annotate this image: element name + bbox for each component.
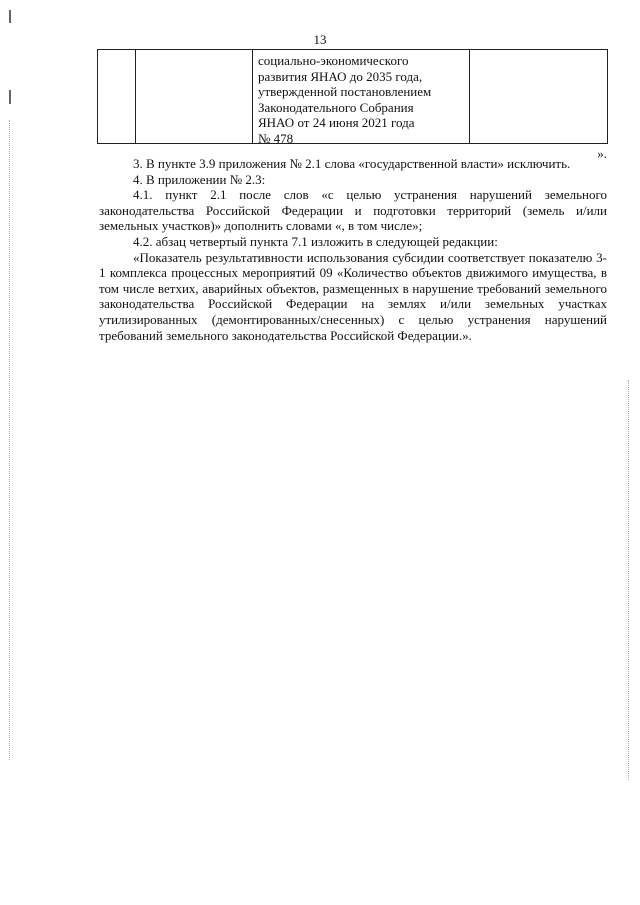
table-column-divider (252, 50, 253, 143)
scan-artifact (9, 120, 11, 760)
closing-quote: ». (597, 146, 607, 161)
page-number: 13 (313, 32, 327, 47)
paragraph: 3. В пункте 3.9 приложения № 2.1 слова «государственной власти» исключить. (133, 156, 571, 171)
table-cell-line: социально-экономического (258, 53, 409, 68)
paragraph: 4.2. абзац четвертый пункта 7.1 изложить в следующей редакции: (133, 233, 498, 249)
scan-artifact (9, 90, 11, 104)
paragraph: «Показатель результативности использования субсидии соответствует показателю 3-1 комплекса процессных мероприятий 09 «Количество объектов движимого имущества, в том числе ветхих, аварийных объектов, размещенных в нарушение требований земельного законодательства Российской Федерации на землях и/или земельных участках утилизированных (демонтированных/снесенных) с целью устранения нарушений требований земельного законодательства Российской Федерации.». (99, 249, 607, 343)
table-cell-text (258, 53, 463, 147)
scan-artifact (9, 10, 11, 23)
table-column-divider (135, 50, 136, 143)
paragraph: 4. В приложении № 2.3: (133, 171, 266, 187)
paragraph: 4.1. пункт 2.1 после слов «с целью устранения нарушений земельного законодательства Российской Федерации и подготовки территорий (земель и/или земельных участков)» дополнить словами «, в том числе»; (99, 187, 607, 234)
table-cell-line: развития ЯНАО до 2035 года, (258, 68, 423, 84)
table-fragment (97, 49, 608, 144)
table-cell-line: № 478 (258, 130, 294, 146)
scan-artifact (628, 380, 630, 780)
table-cell-line: утвержденной постановлением (258, 84, 432, 100)
document-body (99, 156, 607, 343)
table-cell-line: ЯНАО от 24 июня 2021 года (258, 115, 415, 131)
table-column-divider (469, 50, 470, 143)
table-cell-line: Законодательного Собрания (258, 99, 414, 115)
